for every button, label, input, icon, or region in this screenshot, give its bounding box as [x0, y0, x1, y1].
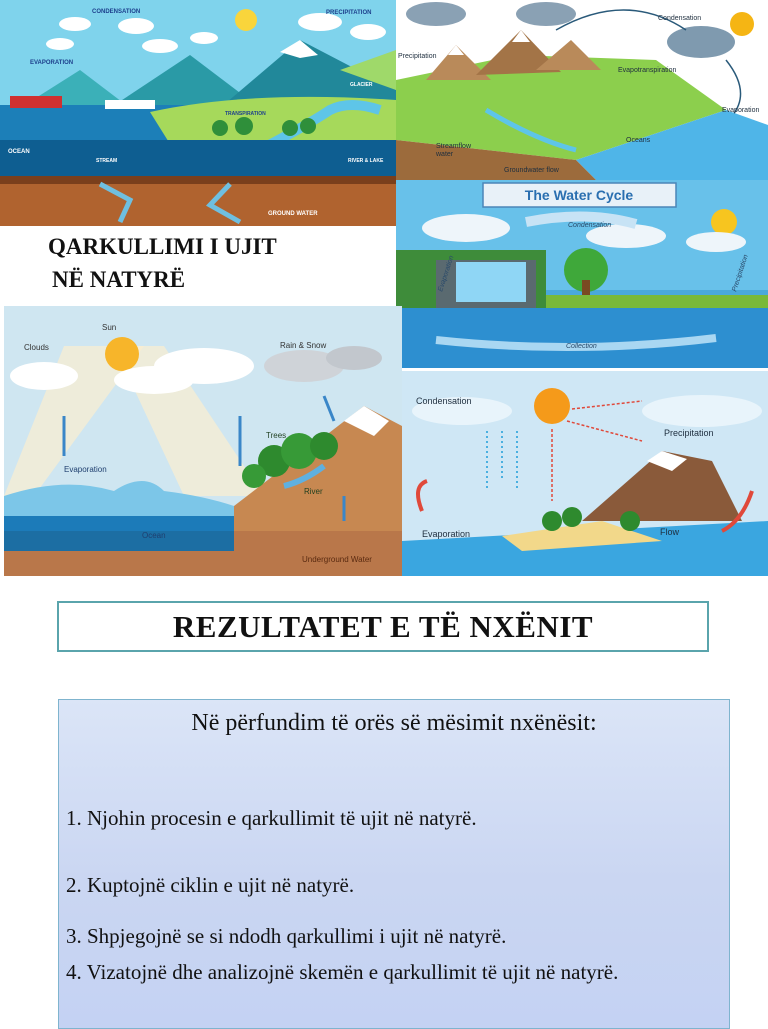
sun-icon: [105, 337, 139, 371]
label-glacier: GLACIER: [350, 82, 373, 88]
label-evaporation: Evaporation: [64, 465, 107, 474]
outcome-item-1: 1. Njohin procesin e qarkullimit të ujit në natyrë.: [66, 806, 477, 830]
label-condensation: Condensation: [658, 15, 702, 22]
label-stream: STREAM: [96, 158, 118, 164]
water-cycle-illustration-bottom-right: [402, 371, 768, 576]
label-ground-water: GROUND WATER: [268, 211, 318, 217]
label-condensation: CONDENSATION: [92, 9, 141, 15]
page-title: [48, 230, 388, 296]
label-precipitation: Precipitation: [731, 253, 750, 293]
label-groundwater-flow: Groundwater flow: [504, 167, 559, 174]
label-condensation: Condensation: [568, 222, 612, 229]
label-evapotranspiration: Evapotranspiration: [618, 67, 677, 74]
label-streamflow-water: water: [436, 151, 454, 158]
learning-outcomes-box: [58, 699, 730, 1029]
sun-icon: [730, 12, 754, 36]
label-transpiration: TRANSPIRATION: [225, 111, 266, 117]
label-oceans: Oceans: [626, 137, 651, 144]
water-cycle-illustration-top-left: [0, 0, 396, 226]
label-flow: Flow: [660, 527, 680, 537]
label-precipitation: PRECIPITATION: [326, 10, 372, 16]
label-river-lake: RIVER & LAKE: [348, 158, 384, 164]
water-cycle-illustration-top-right: [396, 0, 768, 180]
water-cycle-illustration-middle-right: [396, 180, 768, 368]
label-evaporation: Evaporation: [722, 107, 760, 114]
label-evaporation: Evaporation: [422, 529, 471, 539]
label-rain-snow: Rain & Snow: [280, 341, 327, 350]
label-precipitation: Precipitation: [664, 428, 714, 438]
label-sun: Sun: [102, 323, 117, 332]
label-ocean: OCEAN: [8, 149, 30, 155]
label-condensation: Condensation: [416, 396, 472, 406]
sun-icon: [534, 388, 570, 424]
page-title-line-2: NË NATYRË: [52, 267, 186, 292]
water-cycle-illustration-bottom-left: [4, 306, 402, 576]
outcome-item-2: 2. Kuptojnë ciklin e ujit në natyrë.: [66, 873, 355, 897]
label-evaporation: Evaporation: [437, 254, 456, 293]
label-underground-water: Underground Water: [302, 555, 372, 564]
outcomes-intro: Në përfundim të orës së mësimit nxënësit:: [191, 710, 597, 736]
label-evaporation: EVAPORATION: [30, 60, 74, 66]
label-clouds: Clouds: [24, 343, 49, 352]
label-streamflow: Streamflow: [436, 143, 472, 150]
label-ocean: Ocean: [142, 531, 166, 540]
label-collection: Collection: [566, 343, 597, 350]
sun-icon: [235, 9, 257, 31]
page-title-line-1: QARKULLIMI I UJIT: [48, 234, 277, 259]
label-precipitation: Precipitation: [398, 53, 437, 60]
results-heading: REZULTATET E TË NXËNIT: [57, 601, 709, 652]
outcome-item-3: 3. Shpjegojnë se si ndodh qarkullimi i ujit në natyrë.: [66, 924, 507, 948]
water-cycle-heading: The Water Cycle: [524, 187, 634, 203]
outcome-item-4: 4. Vizatojnë dhe analizojnë skemën e qarkullimit të ujit në natyrë.: [66, 960, 619, 984]
label-river: River: [304, 487, 323, 496]
label-trees: Trees: [266, 431, 287, 440]
sun-icon: [711, 209, 737, 235]
